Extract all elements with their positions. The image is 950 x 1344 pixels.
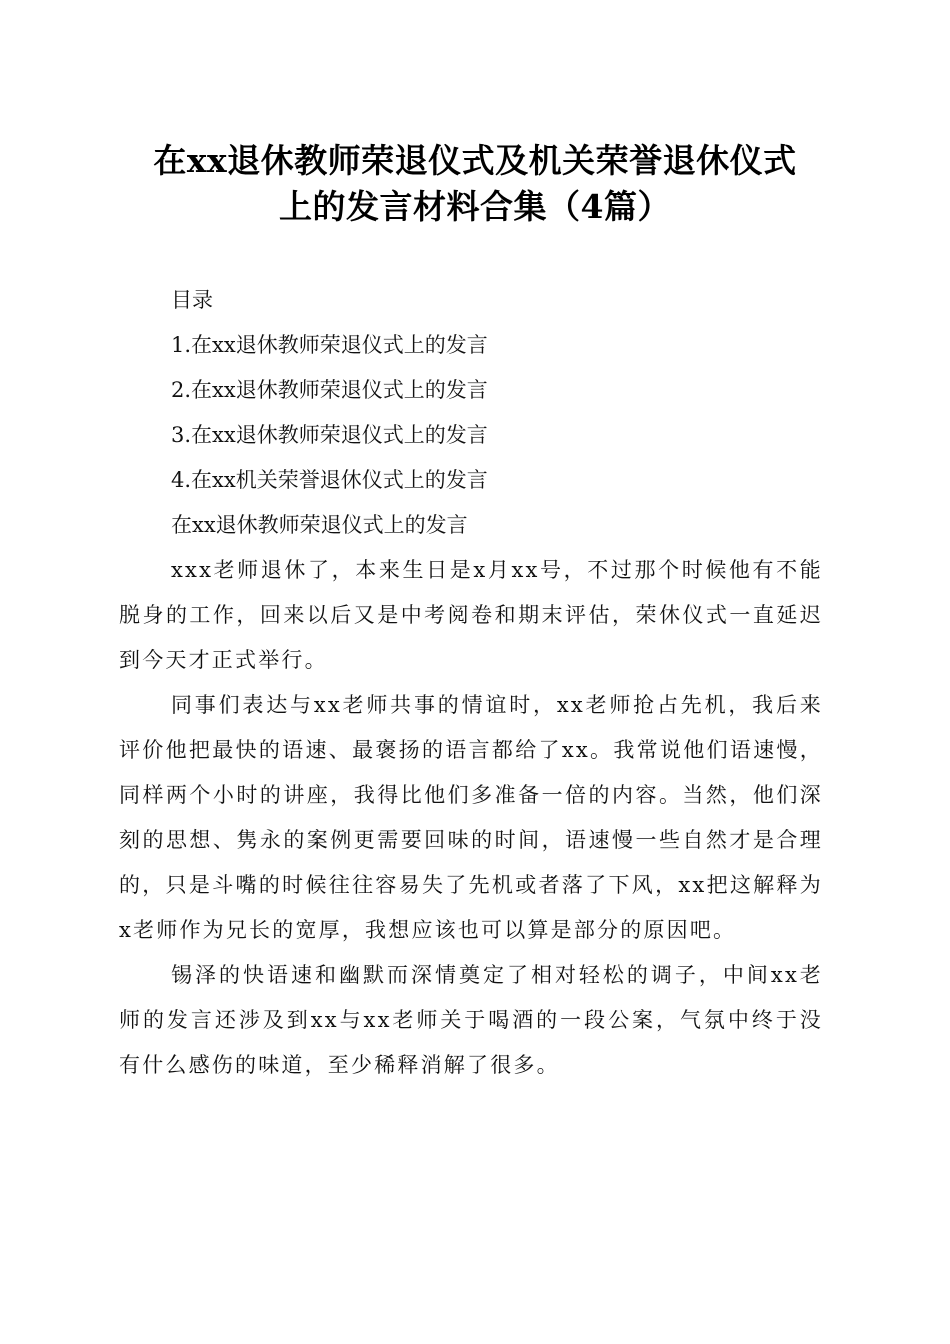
toc-item: 4.在xx机关荣誉退休仪式上的发言 xyxy=(171,468,488,492)
body-paragraph: 同事们表达与xx老师共事的情谊时，xx老师抢占先机，我后来评价他把最快的语速、最褒扬的语言都给了xx。我常说他们语速慢，同样两个小时的讲座，我得比他们多准备一倍的内容。当然，他们深刻的思想、隽永的案例更需要回味的时间，语速慢一些自然才是合理的，只是斗嘴的时候往往容易失了先机或者落了下风，xx把这解释为x老师作为兄长的宽厚，我想应该也可以算是部分的原因吧。 xyxy=(119,693,823,942)
toc-item: 3.在xx退休教师荣退仪式上的发言 xyxy=(171,423,488,447)
toc-heading: 目录 xyxy=(171,288,213,312)
toc-item: 2.在xx退休教师荣退仪式上的发言 xyxy=(171,378,488,402)
title-line-2: 上的发言材料合集（4篇） xyxy=(279,187,671,226)
toc-item: 1.在xx退休教师荣退仪式上的发言 xyxy=(171,333,488,357)
document-title xyxy=(100,138,850,230)
title-line-1: 在xx退休教师荣退仪式及机关荣誉退休仪式 xyxy=(153,141,797,180)
section-heading: 在xx退休教师荣退仪式上的发言 xyxy=(171,513,468,537)
body-paragraph: xxx老师退休了，本来生日是x月xx号，不过那个时候他有不能脱身的工作，回来以后又是中考阅卷和期末评估，荣休仪式一直延迟到今天才正式举行。 xyxy=(119,558,823,672)
document-body xyxy=(119,278,823,1088)
body-paragraph: 锡泽的快语速和幽默而深情奠定了相对轻松的调子，中间xx老师的发言还涉及到xx与xx老师关于喝酒的一段公案，气氛中终于没有什么感伤的味道，至少稀释消解了很多。 xyxy=(119,963,823,1077)
